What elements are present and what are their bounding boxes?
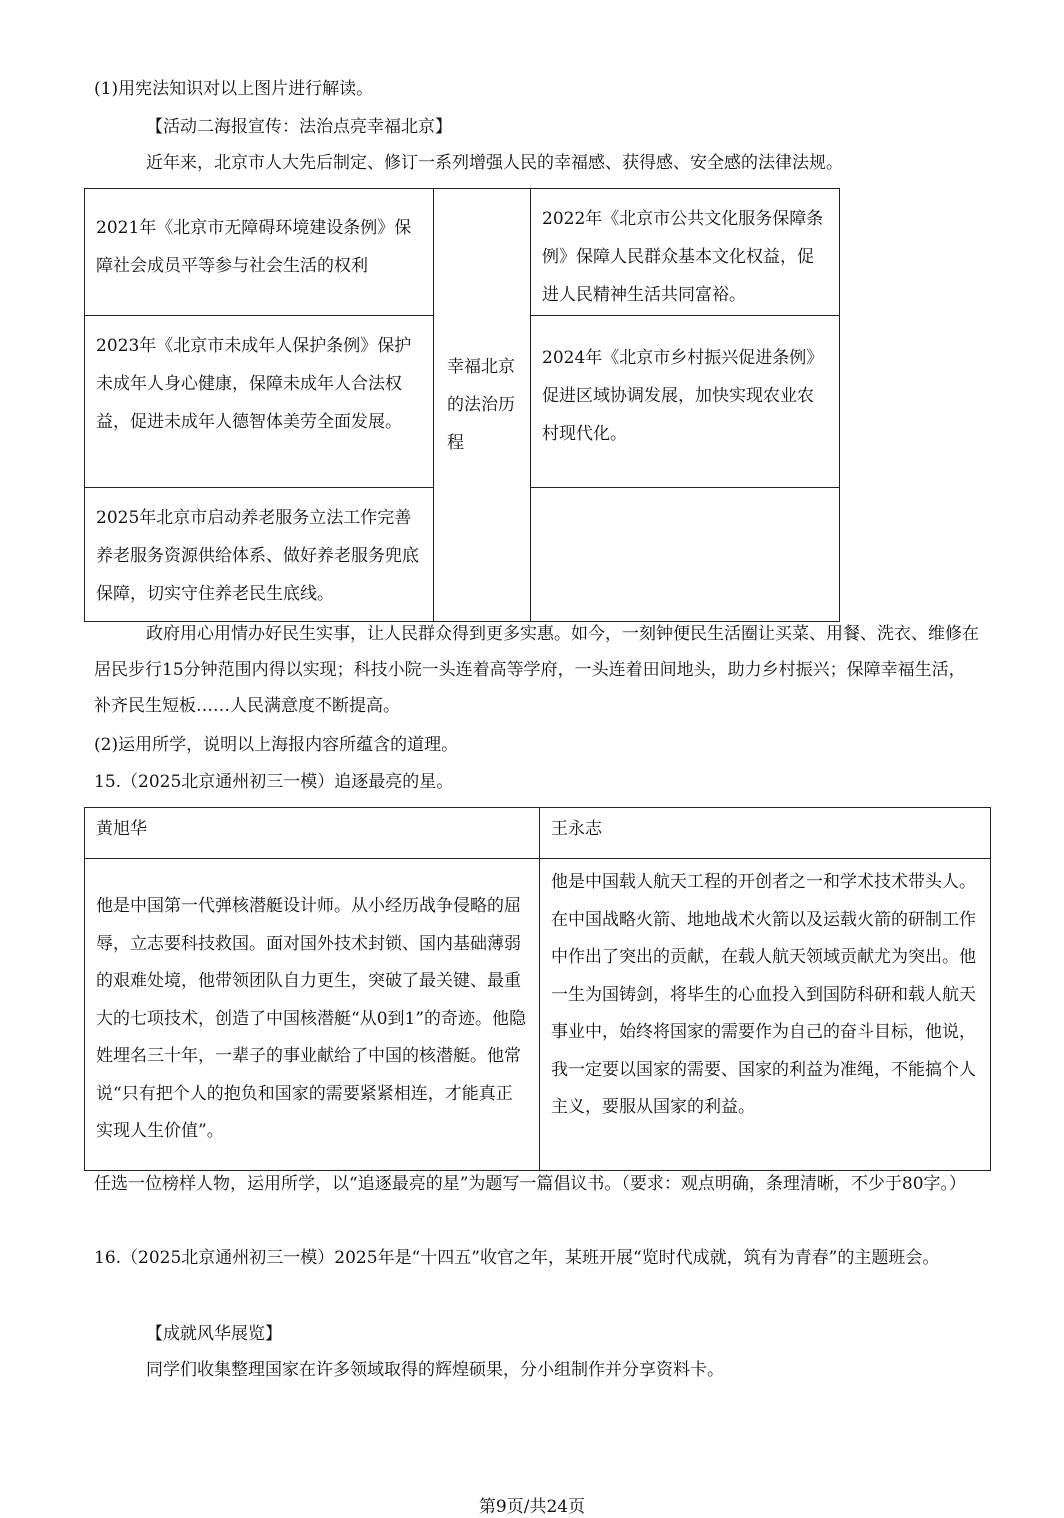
q14-after-table: 政府用心用情办好民生实事，让人民群众得到更多实惠。如今，一刻钟便民生活圈让买菜、用餐、洗衣、维修在居民步行15分钟范围内得以实现；科技小院一头连着高等学府，一头连着田间地头，助力乡村振兴；保障幸福生活，补齐民生短板……人民满意度不断提高。 [94, 624, 979, 716]
activity2-title: 【活动二海报宣传：法治点亮幸福北京】 [146, 117, 452, 137]
q16-title: 16.（2025北京通州初三一模）2025年是“十四五”收官之年，某班开展“览时代成就，筑有为青春”的主题班会。 [94, 1248, 940, 1268]
q14-sub2: (2)运用所学，说明以上海报内容所蕴含的道理。 [94, 735, 459, 755]
q14-sub1: (1)用宪法知识对以上图片进行解读。 [94, 79, 374, 99]
center-label: 幸福北京的法治历程 [447, 357, 515, 453]
q16-desc: 同学们收集整理国家在许多领域取得的辉煌硕果，分小组制作并分享资料卡。 [146, 1360, 724, 1380]
law-2023-cell: 2023年《北京市未成年人保护条例》保护未成年人身心健康，保障未成年人合法权益，促进未成年人德智体美劳全面发展。 [85, 316, 434, 488]
law-2025-cell: 2025年北京市启动养老服务立法工作完善养老服务资源供给体系、做好养老服务兜底保障，切实守住养老民生底线。 [85, 488, 434, 622]
q15-task: 任选一位榜样人物，运用所学，以“追逐最亮的星”为题写一篇倡议书。（要求：观点明确，条理清晰，不少于80字。） [94, 1174, 967, 1194]
wang-text-cell: 他是中国载人航天工程的开创者之一和学术技术带头人。在中国战略火箭、地地战术火箭以及运载火箭的研制工作中作出了突出的贡献，在载人航天领域贡献尤为突出。他一生为国铸剑，将毕生的心血投入到国防科研和载人航天事业中，始终将国家的需要作为自己的奋斗目标，他说，我一定要以国家的需要、国家的利益为准绳，不能搞个人主义，要服从国家的利益。 [540, 859, 991, 1171]
empty-cell [531, 488, 840, 622]
law-2024-cell: 2024年《北京市乡村振兴促进条例》促进区域协调发展，加快实现农业农村现代化。 [531, 316, 840, 488]
huang-text-cell: 他是中国第一代弹核潜艇设计师。从小经历战争侵略的屈辱，立志要科技救国。面对国外技术封锁、国内基础薄弱的艰难处境，他带领团队自力更生，突破了最关键、最重大的七项技术，创造了中国核潜艇“从0到1”的奇迹。他隐姓埋名三十年，一辈子的事业献给了中国的核潜艇。他常说“只有把个人的抱负和国家的需要紧紧相连，才能真正实现人生价值”。 [85, 859, 540, 1171]
law-2022-cell: 2022年《北京市公共文化服务保障条例》保障人民群众基本文化权益，促进人民精神生活共同富裕。 [531, 189, 840, 316]
center-label-cell [434, 189, 531, 622]
law-timeline-table [84, 188, 840, 622]
q15-title: 15.（2025北京通州初三一模）追逐最亮的星。 [94, 772, 454, 792]
header-huang: 黄旭华 [85, 808, 540, 859]
page-footer: 第9页/共24页 [478, 1497, 586, 1517]
q14-intro: 近年来，北京市人大先后制定、修订一系列增强人民的幸福感、获得感、安全感的法律法规。 [146, 153, 843, 173]
q16-section: 【成就风华展览】 [146, 1324, 282, 1344]
law-2021-cell: 2021年《北京市无障碍环境建设条例》保障社会成员平等参与社会生活的权利 [85, 189, 434, 316]
header-wang: 王永志 [540, 808, 991, 859]
role-model-table [84, 807, 991, 1171]
